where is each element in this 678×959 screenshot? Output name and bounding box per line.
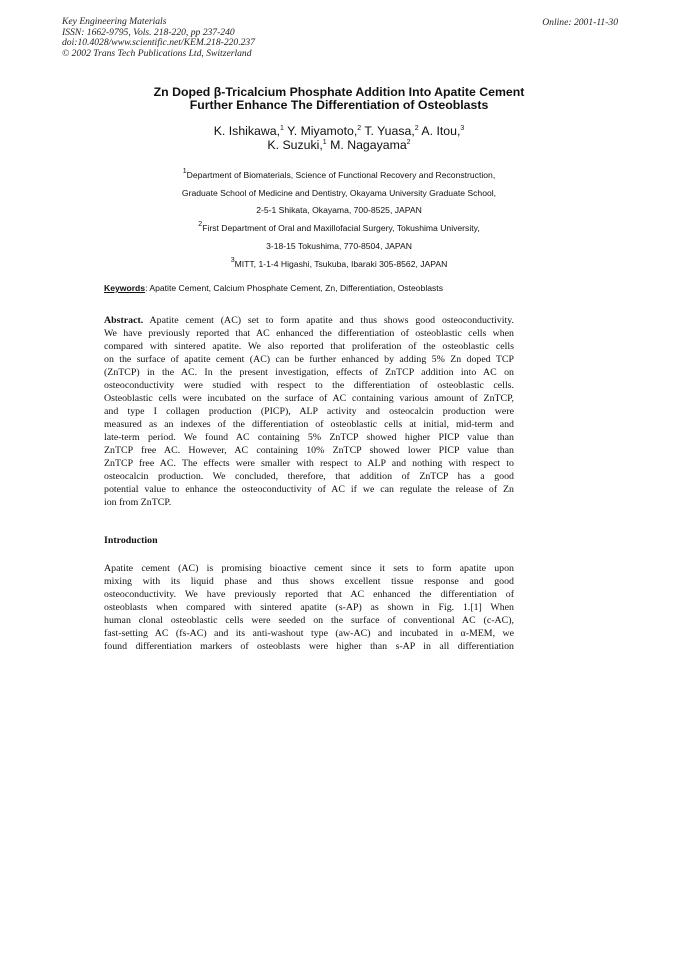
online-date: Online: 2001-11-30	[542, 17, 618, 28]
abstract-line: compared with sintered apatite. We also reported that proliferation of the osteoblastic cells	[104, 341, 514, 352]
abstract-line: osteoconductivity were studied with respect to the differentiation of osteoblastic cells.	[104, 380, 514, 391]
abstract-line: osteocalcin production. We concluded, therefore, that addition of ZnTCP has a good	[104, 471, 514, 482]
abstract-line: We have previously reported that AC enhanced the differentiation of osteoblastic cells when	[104, 328, 514, 339]
abstract-line: and type I collagen production (PICP), ALP activity and osteocalcin production were	[104, 406, 514, 417]
abstract-text: Apatite cement (AC) set to form apatite and thus shows good osteoconductivity.	[143, 315, 514, 326]
introduction-line: Apatite cement (AC) is promising bioactive cement since it sets to form apatite upon	[104, 563, 514, 574]
abstract-line: late-term period. We found AC containing 5% ZnTCP showed higher PICP value than	[104, 432, 514, 443]
author-name: M. Nagayama	[326, 138, 407, 152]
introduction-heading: Introduction	[104, 535, 158, 546]
introduction-body	[104, 562, 514, 653]
affiliation-line: Graduate School of Medicine and Dentistry, Okayama University Graduate School,	[181, 187, 497, 198]
affiliation-line	[0, 256, 678, 274]
author-affil-mark: 2	[406, 139, 411, 146]
introduction-line: osteoconductivity. We have previously reported that AC enhanced the differentiation of	[104, 589, 514, 600]
author-name: Y. Miyamoto,	[283, 124, 358, 138]
author-affil-mark: 3	[460, 125, 465, 132]
introduction-line: mixing with its liquid phase and thus shows excellent tissue response and good	[104, 576, 514, 587]
keywords-text: : Apatite Cement, Calcium Phosphate Cement, Zn, Differentiation, Osteoblasts	[145, 283, 443, 293]
abstract-line: on the surface of apatite cement (AC) can be further enhanced by adding 5% Zn doped TCP	[104, 354, 514, 365]
introduction-line: human clonal osteoblastic cells were seeded on the surface of conventional AC (c-AC),	[104, 615, 514, 626]
issn-line: ISSN: 1662-9795, Vols. 218-220, pp 237-240	[62, 26, 235, 38]
abstract-line	[104, 314, 514, 327]
introduction-line: found differentiation markers of osteoblasts were higher than s-AP in all differentiation	[104, 641, 514, 652]
title-line-2: Further Enhance The Differentiation of Osteoblasts	[189, 98, 489, 112]
author-name: K. Suzuki,	[267, 138, 323, 152]
abstract-line: ZnTCP free AC. However, AC containing 10% ZnTCP showed lower PICP value than	[104, 445, 514, 456]
abstract-line: measured as an indexes of the differentiation of osteoblastic cells at initial, mid-term and	[104, 419, 514, 430]
affiliation-text: MITT, 1-1-4 Higashi, Tsukuba, Ibaraki 305-8562, JAPAN	[234, 258, 448, 269]
author-name: A. Itou,	[418, 124, 461, 138]
keywords-label: Keywords	[104, 283, 146, 293]
author-affil-mark: 1	[322, 139, 327, 146]
copyright-line: © 2002 Trans Tech Publications Ltd, Switzerland	[62, 47, 252, 59]
affiliation-line	[0, 220, 678, 238]
introduction-line: osteoblasts when compared with sintered apatite (s-AP) as shown in Fig. 1.[1] When	[104, 602, 514, 613]
paper-title	[0, 86, 678, 112]
author-list	[0, 124, 678, 152]
abstract-line: Osteoblastic cells were incubated on the surface of AC containing various amount of ZnTCP,	[104, 393, 514, 404]
author-name: K. Ishikawa,	[213, 124, 281, 138]
author-affil-mark: 1	[280, 125, 284, 132]
abstract-line: potential value to enhance the osteoconductivity of AC if we can regulate the release of Zn	[104, 484, 514, 495]
journal-name: Key Engineering Materials	[62, 16, 167, 27]
abstract-line: ion from ZnTCP.	[104, 497, 172, 508]
author-affil-mark: 2	[357, 125, 362, 132]
author-affil-mark: 2	[414, 125, 419, 132]
abstract-line: ZnTCP free AC. The effects were smaller with respect to ALP and nothing with respect to	[104, 458, 514, 469]
author-line-1	[0, 124, 678, 138]
affiliation-line: 3-18-15 Tokushima, 770-8504, JAPAN	[266, 240, 412, 251]
affiliation-text: Department of Biomaterials, Science of Functional Recovery and Reconstruction,	[186, 170, 496, 180]
doi-line: doi:10.4028/www.scientific.net/KEM.218-220.237	[62, 37, 256, 49]
abstract	[104, 314, 514, 509]
affiliation-text: First Department of Oral and Maxillofacial Surgery, Tokushima University,	[202, 223, 480, 234]
abstract-line: (ZnTCP) in the AC. In the present investigation, effects of ZnTCP addition into AC on	[104, 367, 514, 378]
affiliation-line: 2-5-1 Shikata, Okayama, 700-8525, JAPAN	[256, 205, 422, 216]
affiliation-mark: 3	[230, 256, 235, 264]
keywords	[104, 283, 443, 293]
affiliation-line	[0, 167, 678, 185]
title-line-1: Zn Doped β-Tricalcium Phosphate Addition Into Apatite Cement	[153, 85, 525, 99]
author-line-2	[0, 138, 678, 152]
affiliation-mark: 2	[198, 221, 203, 229]
affiliations	[0, 167, 678, 273]
introduction-line: fast-setting AC (fs-AC) and its anti-washout type (aw-AC) and incubated in α-MEM, we	[104, 628, 514, 639]
abstract-label: Abstract.	[104, 315, 144, 326]
journal-header	[62, 17, 255, 59]
affiliation-mark: 1	[182, 168, 187, 175]
author-name: T. Yuasa,	[361, 124, 415, 138]
